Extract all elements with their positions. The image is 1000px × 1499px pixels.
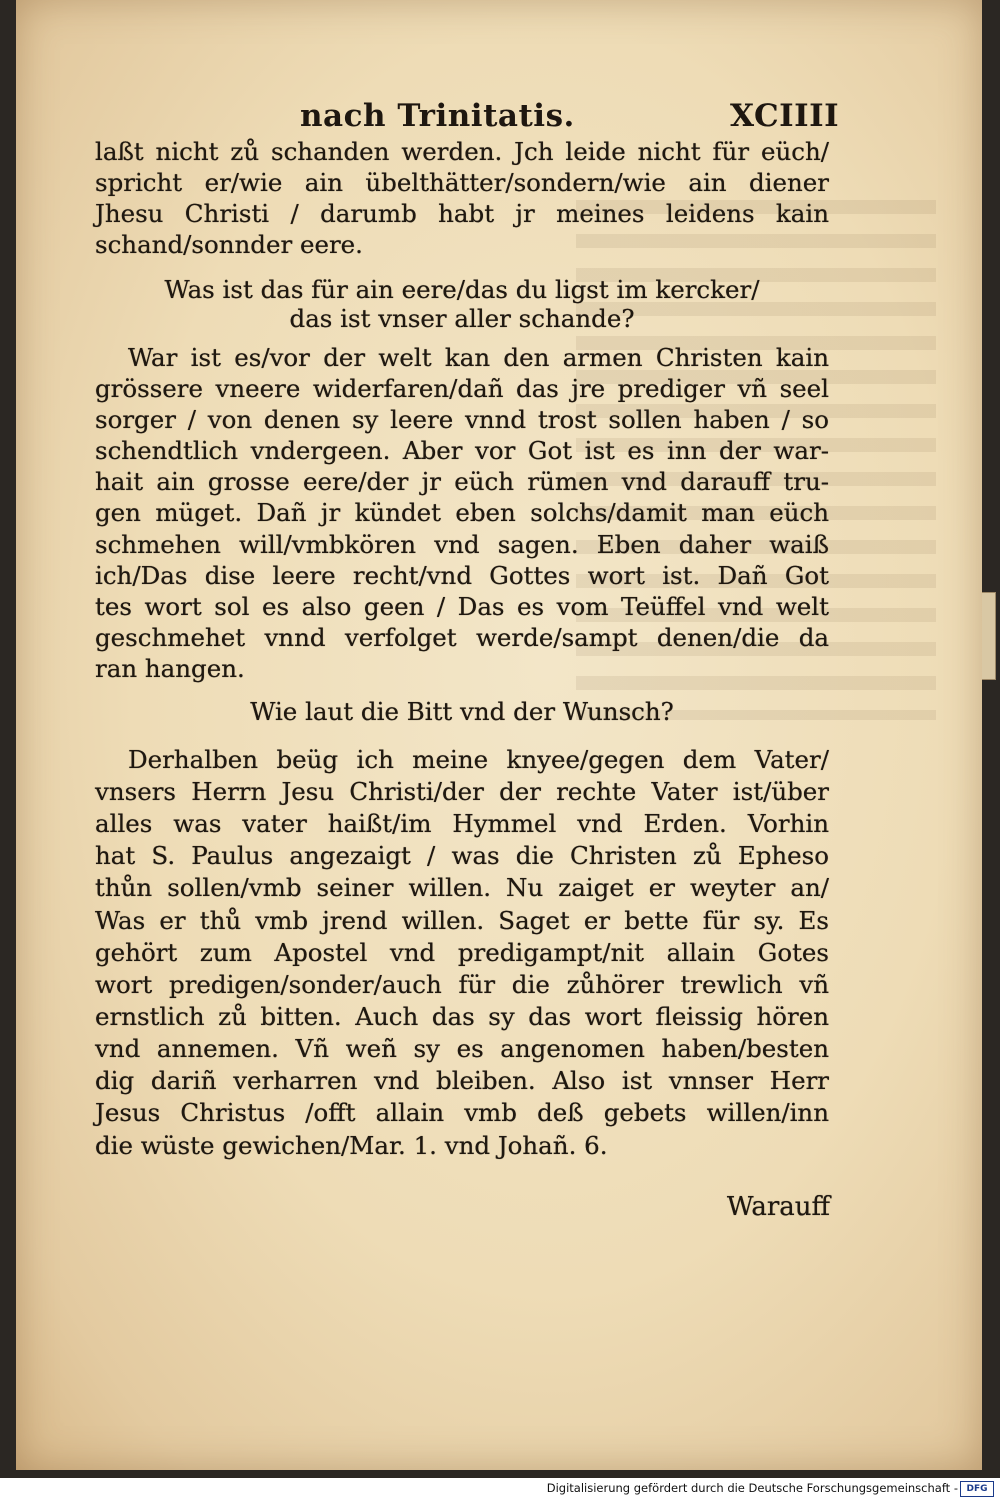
folio-number: XCIIII xyxy=(730,98,840,134)
text-line: gehört zum Apostel vnd predigampt/nit allain Gotes xyxy=(95,938,829,967)
text-line: ran hangen. xyxy=(95,654,245,683)
text-line: wort predigen/sonder/auch für die zůhörer trewlich vñ xyxy=(95,970,829,999)
text-line: grössere vneere widerfaren/dañ das jre prediger vñ seel xyxy=(95,374,829,403)
text-line: Was er thů vmb jrend willen. Saget er bette für sy. Es xyxy=(95,906,829,935)
question-heading: Wie laut die Bitt vnd der Wunsch? xyxy=(250,697,674,726)
text-line: hait ain grosse eere/der jr eüch rümen vnd darauff tru- xyxy=(95,467,829,496)
footer-credit: Digitalisierung gefördert durch die Deutsche Forschungsgemeinschaft - xyxy=(546,1481,958,1495)
text-line: vnd annemen. Vñ weñ sy es angenomen haben/besten xyxy=(95,1034,829,1063)
text-line: War ist es/vor der welt kan den armen Christen kain xyxy=(128,343,829,372)
text-line: tes wort sol es also geen / Das es vom Teüffel vnd welt xyxy=(95,592,829,621)
question-heading: das ist vnser aller schande? xyxy=(289,304,635,333)
digitization-footer xyxy=(0,1478,1000,1499)
text-line: die wüste gewichen/Mar. 1. vnd Johañ. 6. xyxy=(95,1131,608,1160)
text-line: Derhalben beüg ich meine knyee/gegen dem Vater/ xyxy=(128,745,829,774)
catchword: Warauff xyxy=(726,1192,830,1222)
text-line: alles was vater haißt/im Hymmel vnd Erden. Vorhin xyxy=(95,809,829,838)
text-line: ich/Das dise leere recht/vnd Gottes wort ist. Dañ Got xyxy=(95,561,829,590)
text-line: Jhesu Christi / darumb habt jr meines leidens kain xyxy=(95,199,829,228)
text-line: geschmehet vnnd verfolget werde/sampt denen/die da xyxy=(95,623,829,652)
text-line: sorger / von denen sy leere vnnd trost sollen haben / so xyxy=(95,405,829,434)
text-line: schand/sonnder eere. xyxy=(95,230,363,259)
dfg-logo-icon[interactable]: DFG xyxy=(960,1481,994,1497)
text-line: schendtlich vndergeen. Aber vor Got ist es inn der war- xyxy=(95,436,829,465)
text-line: gen müget. Dañ jr kündet eben solchs/damit man eüch xyxy=(95,498,829,527)
text-line: spricht er/wie ain übelthätter/sondern/wie ain diener xyxy=(95,168,829,197)
text-line: Jesus Christus /offt allain vmb deß gebets willen/inn xyxy=(95,1098,829,1127)
question-heading: Was ist das für ain eere/das du ligst im kercker/ xyxy=(164,275,760,304)
text-line: vnsers Herrn Jesu Christi/der der rechte Vater ist/über xyxy=(95,777,829,806)
text-line: thůn sollen/vmb seiner willen. Nu zaiget er weyter an/ xyxy=(95,873,829,902)
text-line: ernstlich zů bitten. Auch das sy das wort fleissig hören xyxy=(95,1002,829,1031)
running-head: nach Trinitatis. xyxy=(300,98,575,134)
text-line: laßt nicht zů schanden werden. Jch leide nicht für eüch/ xyxy=(95,137,829,166)
text-line: schmehen will/vmbkören vnd sagen. Eben daher waiß xyxy=(95,530,829,559)
text-line: dig dariñ verharren vnd bleiben. Also ist vnnser Herr xyxy=(95,1066,829,1095)
text-line: hat S. Paulus angezaigt / was die Christen zů Epheso xyxy=(95,841,829,870)
